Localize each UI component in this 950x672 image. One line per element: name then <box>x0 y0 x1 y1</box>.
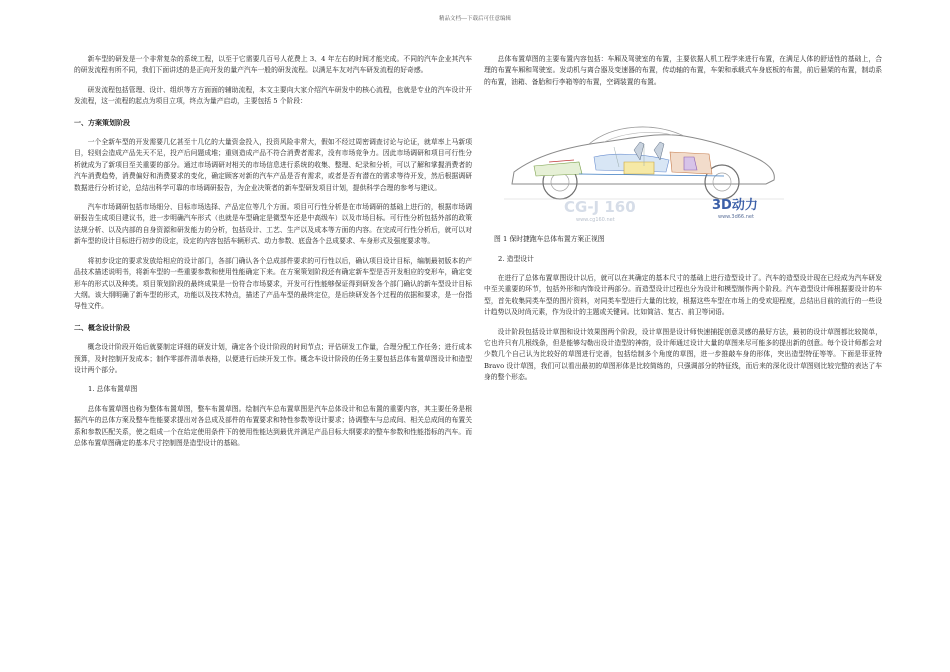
figure-brand-url: www.3d66.net <box>718 214 754 221</box>
styling-paragraph-2: 设计阶段包括设计草图和设计效果图两个阶段，设计草图是设计师快速捕捉创意灵感的最好方法，最初的设计草图都比较简单，它也许只有几根线条，但是能够勾勒出设计造型的神韵，设计师通过设计大量的草图来尽可能多的提出新的创意。每个设计师都会对少数几个自己认为比较好的草图进行完善，包括绘制多个角度的草图，进一步推敲车身的形体，突出造型特征等等。下面是菲亚特 Bravo 设计草图，我们可以看出最初的草图形体是比较简练的，只强调部分的特征线，而后来的深化设计草图则比较完整的表达了车身的整个形态。 <box>484 327 882 382</box>
figure-caption: 图 1 保时捷跑车总体布置方案正视图 <box>494 235 605 244</box>
planning-paragraph-1: 一个全新车型的开发需要几亿甚至十几亿的大量资金投入，投资风险非常大，假如不经过周密调查讨论与论证，就草率上马新项目，轻则会造成产品先天不足，投产后问题成堆；重则造成产品不符合消费者需求，没有市场竞争力。因此市场调研和项目可行性分析就成为了新项目至关重要的部分。通过市场调研对相关的市场信息进行系统的收集、整理、纪录和分析，可以了解和掌握消费者的汽车消费趋势，消费偏好和消费要求的变化，确定顾客对新的汽车产品是否有需求，或者是否有潜在的需求等待开发，然后根据调研数据进行分析讨论，总结出科学可靠的市场调研报告，为企业决策者的新车型研发项目计划，提供科学合理的参考与建议。 <box>74 138 472 192</box>
styling-paragraph-1: 在进行了总体布置草图设计以后，就可以在其确定的基本尺寸的基础上进行造型设计了。汽车的造型设计现在已经成为汽车研发中至关重要的环节，包括外形和内饰设计两部分。而造型设计过程也分为设计和模型制作两个阶段。汽车造型设计师根据要设计的车型，首先收集同类车型的图片资料，对同类车型进行大量的比较，根据这些车型在市场上的受欢迎程度，总结出目前的流行的一些设计趋势以及时尚元素，作为设计的主题或关键词。比如简洁、复古、前卫等词语。 <box>484 274 882 317</box>
figure-watermark: CG-J 160 <box>564 198 636 217</box>
subsection-heading-2: 2. 造型设计 <box>498 254 534 263</box>
layout-sketch-paragraph: 总体布置草图也称为整体布置草图，整车布置草图。绘制汽车总布置草图是汽车总体设计和总布置的重要内容，其主要任务是根据汽车的总体方案及整车性能要求提出对各总成及部件的布置要求和特性参数等设计要求；协调整车与总成间、相关总成间的布置关系和参数匹配关系，使之组成一个在给定使用条件下的使用性能达到最优并满足产品目标大纲要求的整车参数和性能指标的汽车。而总体布置草图确定的基本尺寸控制图是造型设计的基础。 <box>74 404 472 447</box>
right-column <box>484 54 882 392</box>
intro-paragraph: 新车型的研发是一个非常复杂的系统工程，以至于它需要几百号人花费上 3、4 年左右的时间才能完成。不同的汽车企业其汽车的研发流程有所不同，我们下面讲述的是正向开发的量产汽车一般的研发流程。以满足车友对汽车研发流程的好奇感。 <box>74 55 472 75</box>
subsection-heading-1: 1. 总体布置草图 <box>88 385 138 394</box>
process-paragraph: 研发流程包括管理、设计、组织等方方面面的辅助流程，本文主要向大家介绍汽车研发中的核心流程，也就是专业的汽车设计开发流程，这一流程的起点为项目立项，终点为量产启动，主要包括 5 个阶段： <box>74 85 472 106</box>
figure-watermark-url: www.cg160.net <box>576 217 615 224</box>
layout-content-paragraph: 总体布置草图的主要布置内容包括：车厢及驾驶室的布置，主要依据人机工程学来进行布置，在满足人体的舒适性的基础上，合理的布置车厢和驾驶室。发动机与离合器及变速器的布置，传动轴的布置，车架和承载式车身底板的布置，前后悬架的布置，制动系的布置，油箱、备胎和行李箱等的布置，空调装置的布置。 <box>484 55 882 86</box>
page-header-note: 精品文档---下载后可任意编辑 <box>439 16 511 22</box>
car-layout-drawing <box>494 102 794 224</box>
figure-brand: 3D动力 <box>712 198 758 214</box>
section-heading-2: 二、概念设计阶段 <box>74 323 130 332</box>
car-layout-figure <box>494 102 794 224</box>
planning-paragraph-3: 将初步设定的要求发放给相应的设计部门，各部门确认各个总成部件要求的可行性以后，确认项目设计目标，编制最初版本的产品技术描述说明书，将新车型的一些重要参数和使用性能确定下来。在方案策划阶段还有确定新车型是否开发相应的变形车，确定变形车的形式以及种类。项目策划阶段的最终成果是一份符合市场要求，开发可行性能够保证得到研发各个部门确认的新车型设计目标大纲。该大纲明确了新车型的形式，功能以及技术特点，描述了产品车型的最终定位，是后续研发各个过程的依据和要求，是一份指导性文件。 <box>74 256 472 311</box>
planning-paragraph-2: 汽车市场调研包括市场细分、目标市场选择、产品定位等几个方面。项目可行性分析是在市场调研的基础上进行的，根据市场调研报告生成项目建议书，进一步明确汽车形式（也就是车型确定是微型车还是中高级车）以及市场目标。可行性分析包括外部的政策法规分析、以及内部的自身资源和研发能力的分析，包括设计、工艺、生产以及成本等方面的内容。在完成可行性分析后，就可以对新车型的设计目标进行初步的设定，设定的内容包括车辆形式、动力参数、底盘各个总成要求、车身形式及强度要求等。 <box>74 203 472 246</box>
concept-paragraph: 概念设计阶段开始后就要制定详细的研发计划，确定各个设计阶段的时间节点；评估研发工作量，合理分配工作任务；进行成本预算，及时控制开发成本；制作零部件清单表格，以便进行后续开发工作。概念车设计阶段的任务主要包括总体布置草图设计和造型设计两个部分。 <box>74 343 472 374</box>
section-heading-1: 一、方案策划阶段 <box>74 118 130 127</box>
left-column <box>74 54 472 457</box>
